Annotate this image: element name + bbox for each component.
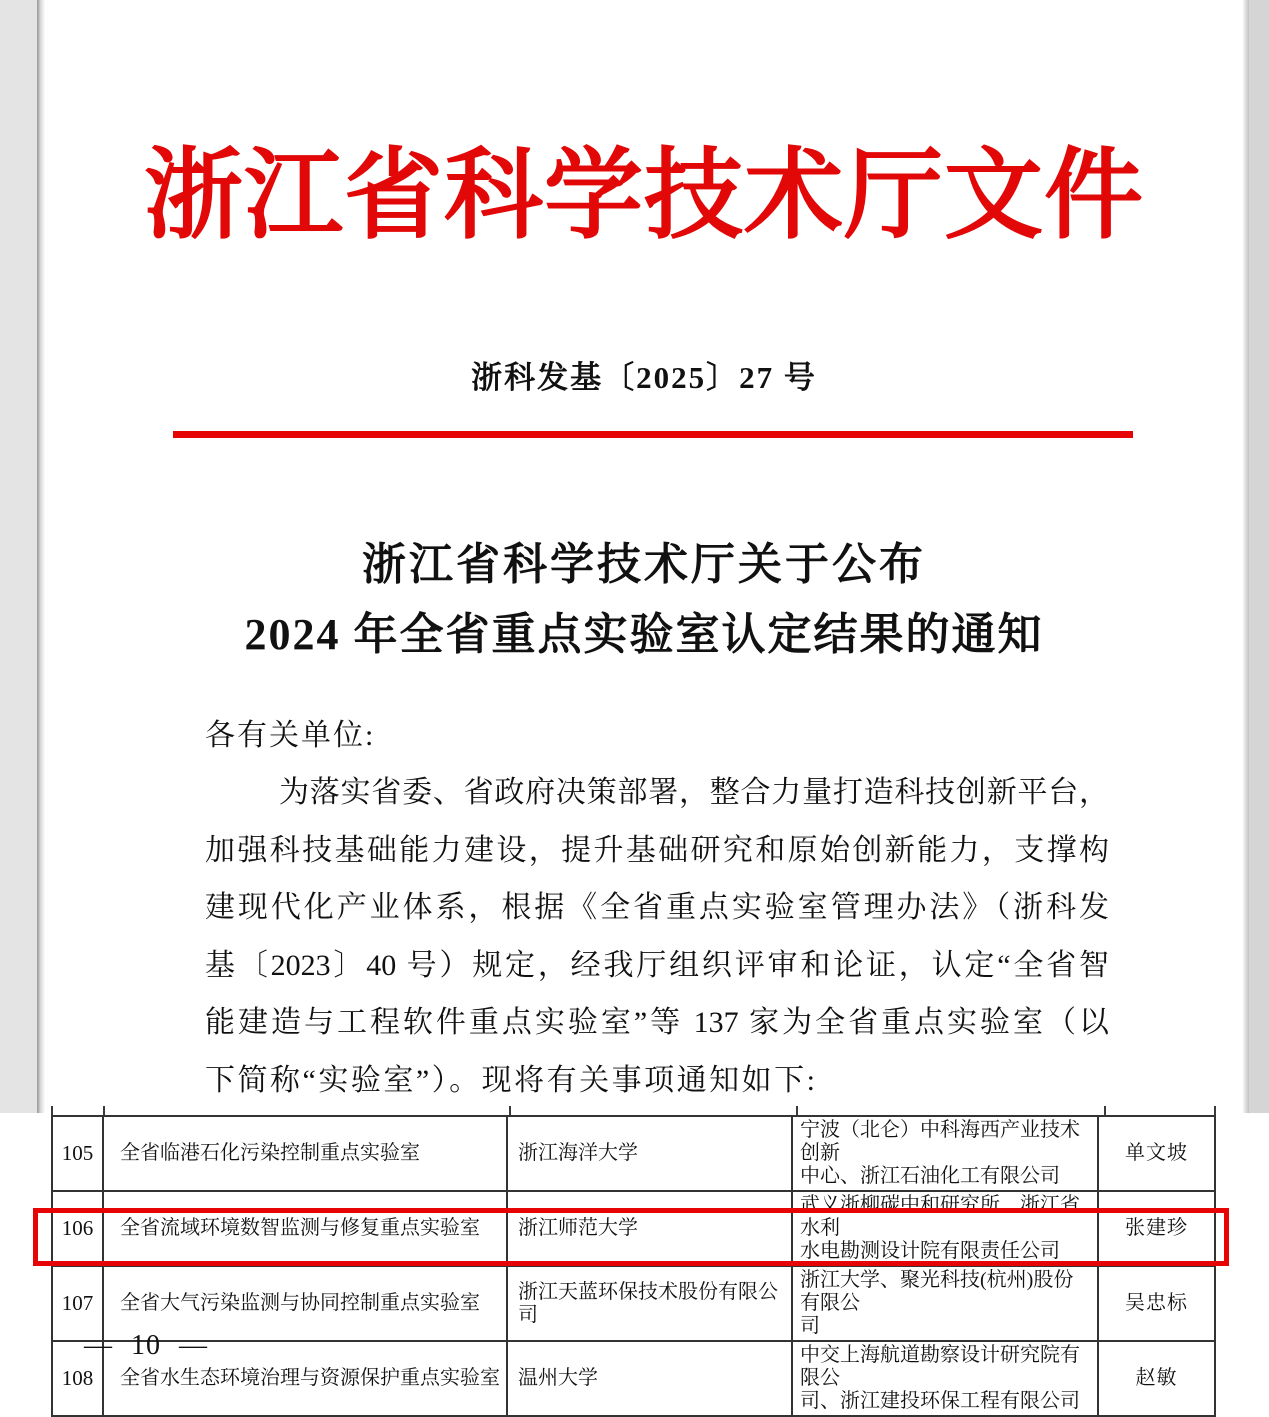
cell-institution: 浙江师范大学 bbox=[508, 1192, 793, 1265]
body-line: 下简称“实验室”）。现将有关事项通知如下: bbox=[205, 1063, 818, 1097]
notice-title-line2: 2024 年全省重点实验室认定结果的通知 bbox=[244, 610, 1044, 659]
document-page bbox=[45, 0, 1243, 1113]
cell-lab-name: 全省大气污染监测与协同控制重点实验室 bbox=[104, 1267, 508, 1340]
highlight-box-row-107 bbox=[33, 1208, 1229, 1266]
cell-partners: 宁波（北仑）中科海西产业技术创新 中心、浙江石油化工有限公司 bbox=[793, 1117, 1099, 1190]
cell-partners: 浙江大学、聚光科技(杭州)股份有限公 司 bbox=[793, 1267, 1099, 1340]
letterhead-red-rule bbox=[173, 431, 1133, 438]
cell-lab-name: 全省水生态环境治理与资源保护重点实验室 bbox=[104, 1342, 508, 1415]
left-margin-background bbox=[0, 0, 37, 1113]
right-margin-background bbox=[1249, 0, 1269, 1113]
cell-row-number: 108 bbox=[53, 1342, 104, 1415]
body-line: 建现代化产业体系，根据《全省重点实验室管理办法》（浙科发 bbox=[205, 891, 1109, 924]
cell-institution: 温州大学 bbox=[508, 1342, 793, 1415]
salutation: 各有关单位: bbox=[205, 719, 376, 752]
body-line: 基〔2023〕40 号）规定，经我厅组织评审和论证，认定“全省智 bbox=[205, 948, 1109, 982]
cell-institution: 浙江天蓝环保技术股份有限公司 bbox=[508, 1267, 793, 1340]
paragraph bbox=[205, 764, 1109, 1109]
cell-lab-name: 全省临港石化污染控制重点实验室 bbox=[104, 1117, 508, 1190]
cell-lab-name: 全省流域环境数智监测与修复重点实验室 bbox=[104, 1192, 508, 1265]
notice-title-line1: 浙江省科学技术厅关于公布 bbox=[362, 540, 926, 589]
body-line: 加强科技基础能力建设，提升基础研究和原始创新能力，支撑构 bbox=[205, 833, 1109, 867]
table-row-highlighted bbox=[53, 1267, 1214, 1342]
body-line: 能建造与工程软件重点实验室”等 137 家为全省重点实验室（以 bbox=[205, 1006, 1109, 1039]
cell-director: 张建珍 bbox=[1125, 1217, 1188, 1239]
body-line: 为落实省委、省政府决策部署，整合力量打造科技创新平台， bbox=[279, 776, 1109, 809]
cell-row-number: 107 bbox=[53, 1267, 104, 1340]
letterhead-title: 浙江省科学技术厅文件 bbox=[144, 142, 1144, 251]
cell-row-number: 105 bbox=[53, 1117, 104, 1190]
body-text bbox=[205, 708, 1109, 1109]
cell-row-number: 106 bbox=[53, 1192, 104, 1265]
page-number: — 10 — bbox=[84, 1330, 208, 1361]
page-left-edge-shadow bbox=[37, 0, 45, 1113]
cell-partners: 中交上海航道勘察设计研究院有限公 司、浙江建投环保工程有限公司 bbox=[793, 1342, 1099, 1415]
cell-partners: 武义浙柳碳中和研究所、浙江省水利 水电勘测设计院有限责任公司 bbox=[793, 1192, 1099, 1265]
results-table bbox=[51, 1115, 1216, 1417]
cell-director: 赵敏 bbox=[1135, 1367, 1178, 1389]
table-row bbox=[53, 1117, 1214, 1192]
cell-director: 吴忠标 bbox=[1125, 1292, 1188, 1314]
cell-institution: 浙江海洋大学 bbox=[508, 1117, 793, 1190]
table-row bbox=[53, 1342, 1214, 1415]
document-number: 浙科发基〔2025〕27 号 bbox=[471, 360, 817, 395]
cell-director: 单文坡 bbox=[1125, 1142, 1188, 1164]
